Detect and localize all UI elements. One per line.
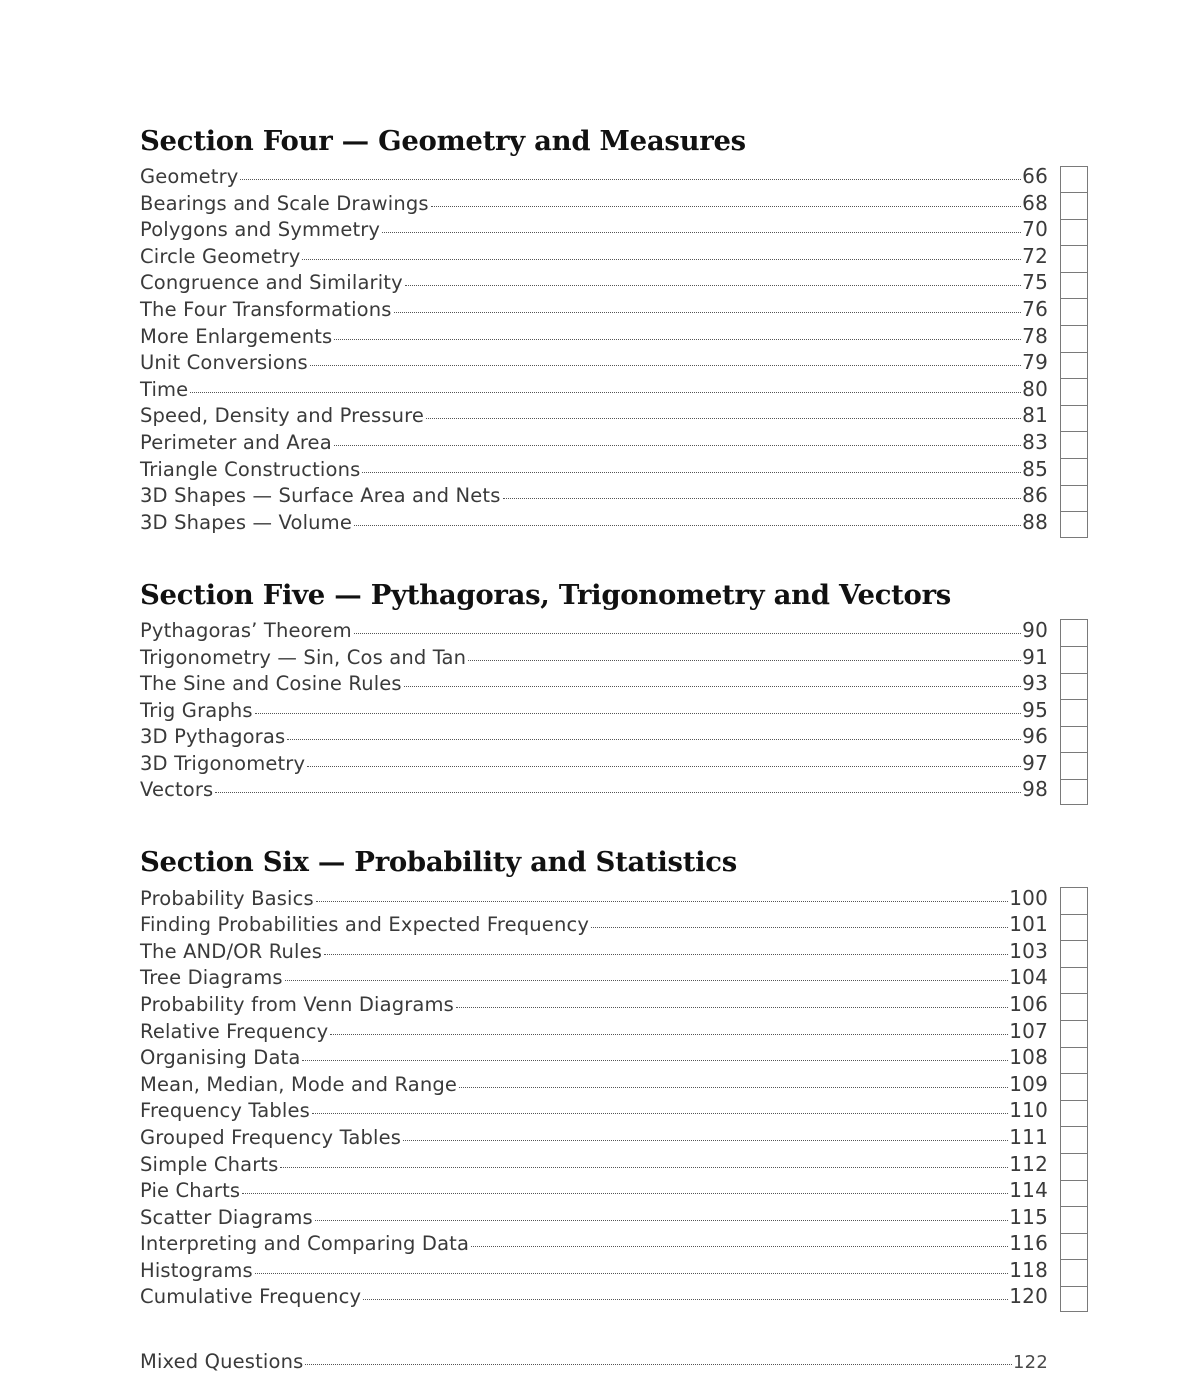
toc-entry-list	[140, 887, 1088, 1313]
leader-dots	[456, 1006, 1008, 1008]
toc-entry-checkbox[interactable]	[1060, 646, 1088, 673]
toc-entry-label: Mixed Questions	[140, 1350, 304, 1374]
toc-entry-page: 108	[1009, 1045, 1048, 1070]
toc-entry-page: 96	[1022, 724, 1048, 749]
toc-entry-checkbox[interactable]	[1060, 967, 1088, 994]
toc-entry-checkbox[interactable]	[1060, 245, 1088, 272]
toc-entry-page: 97	[1022, 750, 1048, 775]
toc-entry-label: More Enlargements	[140, 324, 333, 348]
leader-dots	[334, 444, 1021, 446]
toc-entry-page: 120	[1009, 1284, 1048, 1309]
toc-entry-main	[140, 324, 1048, 348]
toc-entry-checkbox[interactable]	[1060, 352, 1088, 379]
leader-dots	[285, 979, 1009, 981]
toc-entry-page: 115	[1009, 1204, 1048, 1229]
leader-dots	[305, 1363, 1012, 1365]
toc-entry-label: The Sine and Cosine Rules	[140, 672, 402, 696]
toc-entry[interactable]	[140, 245, 1088, 272]
toc-entry-label: Relative Frequency	[140, 1019, 329, 1043]
toc-entry[interactable]	[140, 485, 1088, 512]
toc-entry[interactable]	[140, 967, 1088, 994]
toc-entry-label: Cumulative Frequency	[140, 1285, 362, 1309]
toc-entry-checkbox[interactable]	[1060, 1020, 1088, 1047]
toc-entry-main	[140, 1178, 1048, 1202]
toc-entry-page: 95	[1022, 697, 1048, 722]
toc-entry-main	[140, 377, 1048, 401]
toc-entry[interactable]	[140, 1126, 1088, 1153]
leader-dots	[426, 417, 1021, 419]
leader-dots	[240, 178, 1021, 180]
toc-entry-main	[140, 1098, 1048, 1122]
toc-entry-main	[140, 1258, 1048, 1282]
toc-entry-main	[140, 886, 1048, 910]
toc-entry-label: Frequency Tables	[140, 1099, 310, 1123]
toc-entry[interactable]	[140, 887, 1088, 914]
toc-entry[interactable]	[140, 219, 1088, 246]
toc-entry[interactable]	[140, 1047, 1088, 1074]
toc-entry-page: 106	[1009, 991, 1048, 1016]
toc-entry-label: Pie Charts	[140, 1179, 241, 1203]
toc-entry-label: The Four Transformations	[140, 298, 392, 322]
toc-entry-main	[140, 698, 1048, 722]
toc-entry-checkbox[interactable]	[1060, 940, 1088, 967]
toc-entry-checkbox[interactable]	[1060, 192, 1088, 219]
toc-entry-checkbox[interactable]	[1060, 1100, 1088, 1127]
section-title: Section Four — Geometry and Measures	[140, 125, 746, 157]
toc-entry[interactable]	[140, 458, 1088, 485]
toc-entry-label: Speed, Density and Pressure	[140, 404, 425, 428]
toc-sections	[140, 125, 1088, 1312]
toc-entry-page: 78	[1022, 323, 1048, 348]
toc-entry-label: Triangle Constructions	[140, 457, 361, 481]
toc-entry-page: 76	[1022, 297, 1048, 322]
toc-entry-checkbox[interactable]	[1060, 485, 1088, 512]
toc-entry-main	[140, 164, 1048, 188]
toc-entry-page: 80	[1022, 376, 1048, 401]
toc-entry[interactable]	[140, 405, 1088, 432]
toc-entry-page: 79	[1022, 350, 1048, 375]
section-title: Section Five — Pythagoras, Trigonometry and Vectors	[140, 578, 951, 611]
toc-entry[interactable]	[140, 352, 1088, 379]
toc-entry-main	[140, 1231, 1048, 1255]
toc-entry-checkbox[interactable]	[1060, 993, 1088, 1020]
toc-entry-main	[140, 457, 1048, 481]
toc-entry-label: Probability from Venn Diagrams	[140, 992, 454, 1016]
toc-entry-label: Probability Basics	[140, 886, 314, 910]
leader-dots	[459, 1086, 1008, 1088]
toc-entry-label: Vectors	[140, 778, 214, 802]
toc-entry-main	[140, 912, 1048, 936]
leader-dots	[382, 231, 1021, 233]
toc-entry-page: 114	[1009, 1178, 1048, 1203]
toc-entry[interactable]	[140, 619, 1088, 646]
toc-entry-checkbox[interactable]	[1060, 752, 1088, 779]
toc-entry-checkbox[interactable]	[1060, 272, 1088, 299]
toc-entry[interactable]	[140, 1206, 1088, 1233]
toc-entry-checkbox[interactable]	[1060, 779, 1088, 806]
toc-entry-checkbox[interactable]	[1060, 378, 1088, 405]
toc-entry[interactable]	[140, 940, 1088, 967]
toc-entry-checkbox[interactable]	[1060, 1153, 1088, 1180]
toc-entry-main	[140, 1019, 1048, 1043]
leader-dots	[404, 685, 1021, 687]
leader-dots	[334, 338, 1021, 340]
toc-entry-main	[140, 618, 1048, 642]
toc-entry-page: 98	[1022, 777, 1048, 802]
toc-entry[interactable]	[140, 166, 1088, 193]
leader-dots	[591, 926, 1008, 928]
toc-entry-main	[140, 1284, 1048, 1308]
section-title: Section Six — Probability and Statistics	[140, 846, 737, 879]
toc-entry[interactable]	[140, 1073, 1088, 1100]
toc-entry-main	[140, 244, 1048, 268]
toc-entry-page: 70	[1022, 217, 1048, 242]
toc-entry-page: 103	[1009, 938, 1048, 963]
toc-entry-main	[140, 1045, 1048, 1069]
toc-entry-page: 66	[1022, 164, 1048, 189]
toc-entry-checkbox[interactable]	[1060, 431, 1088, 458]
toc-entry-label: 3D Trigonometry	[140, 751, 306, 775]
toc-entry[interactable]	[140, 1180, 1088, 1207]
toc-entry-checkbox[interactable]	[1060, 726, 1088, 753]
toc-entry-page: 90	[1022, 617, 1048, 642]
toc-entry[interactable]	[140, 673, 1088, 700]
toc-entry-checkbox[interactable]	[1060, 914, 1088, 941]
leader-dots	[255, 712, 1021, 714]
toc-entry-main	[140, 350, 1048, 374]
toc-entry[interactable]	[140, 1350, 1088, 1377]
toc-entry-label: Perimeter and Area	[140, 431, 332, 455]
toc-entry-label: Simple Charts	[140, 1152, 279, 1176]
toc-entry-checkbox[interactable]	[1060, 219, 1088, 246]
toc-entry-main	[140, 645, 1048, 669]
toc-entry[interactable]	[140, 1020, 1088, 1047]
toc-entry-main	[140, 217, 1048, 241]
leader-dots	[215, 791, 1021, 793]
toc-entry-page: 86	[1022, 483, 1048, 508]
toc-entry-label: Geometry	[140, 165, 239, 189]
toc-entry[interactable]	[140, 272, 1088, 299]
toc-entry-main	[140, 1205, 1048, 1229]
leader-dots	[431, 205, 1021, 207]
toc-entry-main	[140, 751, 1048, 775]
toc-entry[interactable]	[140, 1259, 1088, 1286]
toc-entry[interactable]	[140, 646, 1088, 673]
toc-entry-page: 118	[1009, 1257, 1048, 1282]
toc-entry-page: 72	[1022, 243, 1048, 268]
toc-entry-page: 83	[1022, 430, 1048, 455]
toc-entry-main	[140, 403, 1048, 427]
toc-entry-main	[140, 270, 1048, 294]
toc-entry-label: Interpreting and Comparing Data	[140, 1232, 470, 1256]
toc-entry-checkbox[interactable]	[1060, 298, 1088, 325]
toc-entry-page: 88	[1022, 509, 1048, 534]
toc-entry-list	[140, 166, 1088, 538]
toc-entry-page: 68	[1022, 190, 1048, 215]
leader-dots	[503, 497, 1022, 499]
toc-entry-checkbox[interactable]	[1060, 1233, 1088, 1260]
toc-entry-page: 85	[1022, 456, 1048, 481]
toc-entry[interactable]	[140, 1100, 1088, 1127]
toc-entry-page: 110	[1009, 1098, 1048, 1123]
toc-entry-page: 75	[1022, 270, 1048, 295]
toc-entry-label: Time	[140, 377, 189, 401]
toc-entry[interactable]	[140, 779, 1088, 806]
toc-entry-checkbox[interactable]	[1060, 1126, 1088, 1153]
toc-entry-page: 104	[1009, 965, 1048, 990]
toc-entry-label: 3D Shapes — Surface Area and Nets	[140, 484, 501, 508]
toc-entry[interactable]	[140, 1286, 1088, 1313]
toc-entry-label: Unit Conversions	[140, 351, 308, 375]
toc-entry-checkbox[interactable]	[1060, 325, 1088, 352]
toc-entry-page: 122	[1013, 1352, 1048, 1374]
leader-dots	[403, 1139, 1008, 1141]
toc-entry[interactable]	[140, 752, 1088, 779]
toc-entry-page: 91	[1022, 644, 1048, 669]
leader-dots	[242, 1192, 1008, 1194]
toc-entry-label: 3D Shapes — Volume	[140, 510, 352, 534]
toc-entry-checkbox[interactable]	[1060, 699, 1088, 726]
toc-entry-main	[140, 671, 1048, 695]
toc-entry-page: 107	[1009, 1018, 1048, 1043]
toc-entry-label: Tree Diagrams	[140, 966, 283, 990]
toc-section	[140, 125, 1088, 538]
toc-section	[140, 578, 1088, 806]
toc-entry-main	[140, 939, 1048, 963]
toc-entry-checkbox[interactable]	[1060, 458, 1088, 485]
toc-entry-label: Trigonometry — Sin, Cos and Tan	[140, 645, 467, 669]
toc-entry-label: Bearings and Scale Drawings	[140, 191, 429, 215]
leader-dots	[287, 738, 1021, 740]
toc-entry-main	[140, 1152, 1048, 1176]
leader-dots	[394, 311, 1022, 313]
toc-entry[interactable]	[140, 1153, 1088, 1180]
toc-entry-label: Circle Geometry	[140, 244, 301, 268]
toc-entry-checkbox[interactable]	[1060, 887, 1088, 914]
toc-entry-checkbox[interactable]	[1060, 1206, 1088, 1233]
toc-entry-checkbox[interactable]	[1060, 511, 1088, 538]
toc-entry[interactable]	[140, 378, 1088, 405]
toc-entry-main	[140, 1125, 1048, 1149]
leader-dots	[307, 765, 1021, 767]
toc-entry-checkbox[interactable]	[1060, 619, 1088, 646]
toc-entry-page: 93	[1022, 671, 1048, 696]
toc-entry-label: 3D Pythagoras	[140, 725, 286, 749]
toc-entry-checkbox[interactable]	[1060, 1286, 1088, 1313]
leader-dots	[354, 632, 1021, 634]
toc-entry-label: Grouped Frequency Tables	[140, 1125, 402, 1149]
toc-entry-main	[140, 483, 1048, 507]
leader-dots	[330, 1033, 1008, 1035]
toc-entry[interactable]	[140, 993, 1088, 1020]
toc-entry-page: 109	[1009, 1071, 1048, 1096]
toc-entry[interactable]	[140, 298, 1088, 325]
toc-entry-label: Scatter Diagrams	[140, 1205, 313, 1229]
toc-entry-main	[140, 1072, 1048, 1096]
leader-dots	[471, 1245, 1008, 1247]
leader-dots	[255, 1272, 1008, 1274]
toc-entry[interactable]	[140, 511, 1088, 538]
leader-dots	[324, 953, 1008, 955]
toc-entry-list	[140, 619, 1088, 805]
toc-entry-main	[140, 191, 1048, 215]
leader-dots	[354, 524, 1021, 526]
leader-dots	[302, 258, 1021, 260]
toc-entry-page: 116	[1009, 1231, 1048, 1256]
leader-dots	[468, 659, 1021, 661]
toc-entry[interactable]	[140, 1233, 1088, 1260]
leader-dots	[363, 1298, 1008, 1300]
toc-entry[interactable]	[140, 726, 1088, 753]
toc-entry-label: Pythagoras’ Theorem	[140, 618, 352, 642]
toc-entry-checkbox[interactable]	[1060, 1180, 1088, 1207]
leader-dots	[302, 1059, 1008, 1061]
toc-entry-checkbox[interactable]	[1060, 405, 1088, 432]
toc-entry-main	[140, 1350, 1048, 1373]
toc-entry-main	[140, 724, 1048, 748]
toc-entry-checkbox[interactable]	[1060, 1259, 1088, 1286]
toc-entry-main	[140, 430, 1048, 454]
toc-entry-page: 112	[1009, 1151, 1048, 1176]
toc-entry-main	[140, 510, 1048, 534]
toc-entry-page: 100	[1009, 885, 1048, 910]
toc-entry[interactable]	[140, 192, 1088, 219]
toc-entry-checkbox[interactable]	[1060, 673, 1088, 700]
leader-dots	[362, 471, 1021, 473]
toc-entry-page: 101	[1009, 912, 1048, 937]
toc-entry[interactable]	[140, 325, 1088, 352]
toc-entry-label: Mean, Median, Mode and Range	[140, 1072, 458, 1096]
leader-dots	[312, 1112, 1008, 1114]
toc-entry-label: Organising Data	[140, 1046, 301, 1070]
leader-dots	[316, 900, 1008, 902]
toc-entry-label: Congruence and Similarity	[140, 271, 403, 295]
toc-entry-main	[140, 965, 1048, 989]
toc-entry-checkbox[interactable]	[1060, 1073, 1088, 1100]
toc-entry-label: The AND/OR Rules	[140, 939, 323, 963]
toc-entry-main	[140, 777, 1048, 801]
toc-entry-label: Trig Graphs	[140, 698, 253, 722]
leader-dots	[315, 1219, 1008, 1221]
toc-entry-main	[140, 992, 1048, 1016]
toc-entry[interactable]	[140, 431, 1088, 458]
toc-section	[140, 846, 1088, 1312]
toc-entry-label: Finding Probabilities and Expected Frequency	[140, 913, 590, 937]
leader-dots	[280, 1166, 1008, 1168]
toc-entry-checkbox[interactable]	[1060, 1047, 1088, 1074]
leader-dots	[190, 391, 1021, 393]
toc-entry[interactable]	[140, 914, 1088, 941]
toc-entry-main	[140, 297, 1048, 321]
leader-dots	[310, 364, 1021, 366]
mixed-questions-row	[140, 1350, 1088, 1377]
toc-entry-page: 81	[1022, 403, 1048, 428]
toc-entry[interactable]	[140, 699, 1088, 726]
toc-entry-page: 111	[1009, 1124, 1048, 1149]
toc-entry-checkbox[interactable]	[1060, 166, 1088, 193]
toc-entry-label: Histograms	[140, 1258, 253, 1282]
leader-dots	[405, 284, 1021, 286]
toc-entry-label: Polygons and Symmetry	[140, 218, 381, 242]
